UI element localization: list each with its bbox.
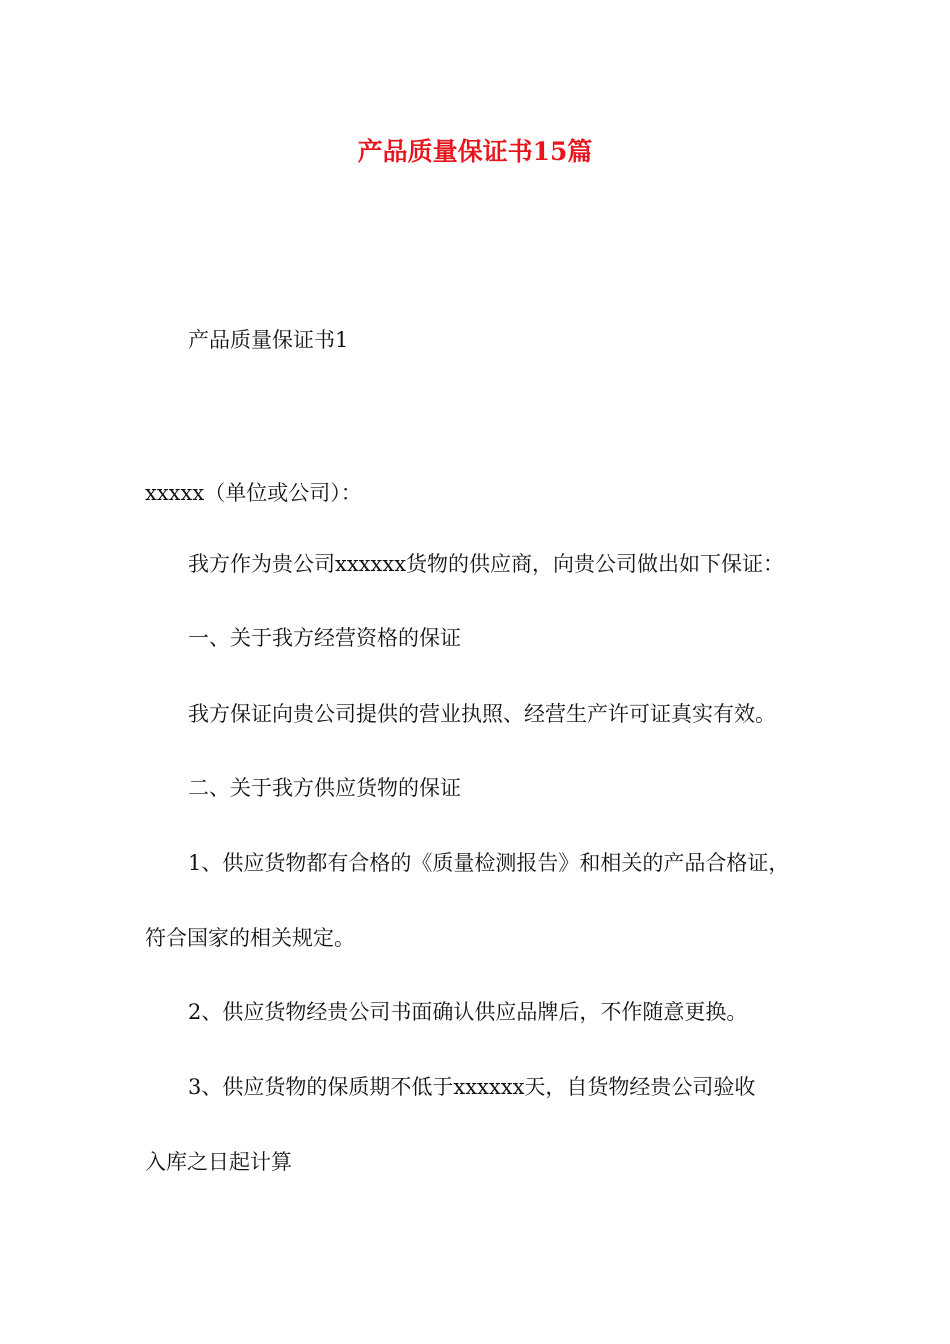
paragraph-intro: 我方作为贵公司xxxxxx货物的供应商，向贵公司做出如下保证： <box>188 552 785 576</box>
document-title: 产品质量保证书15篇 <box>357 137 593 166</box>
paragraph-item-3-continued: 入库之日起计算 <box>145 1150 292 1174</box>
salutation: xxxxx（单位或公司）： <box>145 481 362 505</box>
paragraph-qualification: 我方保证向贵公司提供的营业执照、经营生产许可证真实有效。 <box>188 702 776 726</box>
paragraph-heading-qualification: 一、关于我方经营资格的保证 <box>188 626 461 650</box>
paragraph-item-2: 2、供应货物经贵公司书面确认供应品牌后，不作随意更换。 <box>188 1000 748 1024</box>
paragraph-item-1-continued: 符合国家的相关规定。 <box>145 926 355 950</box>
section-heading: 产品质量保证书1 <box>188 328 349 352</box>
paragraph-item-3: 3、供应货物的保质期不低于xxxxxx天，自货物经贵公司验收 <box>188 1075 756 1099</box>
paragraph-item-1: 1、供应货物都有合格的《质量检测报告》和相关的产品合格证， <box>188 851 790 875</box>
paragraph-heading-goods: 二、关于我方供应货物的保证 <box>188 776 461 800</box>
